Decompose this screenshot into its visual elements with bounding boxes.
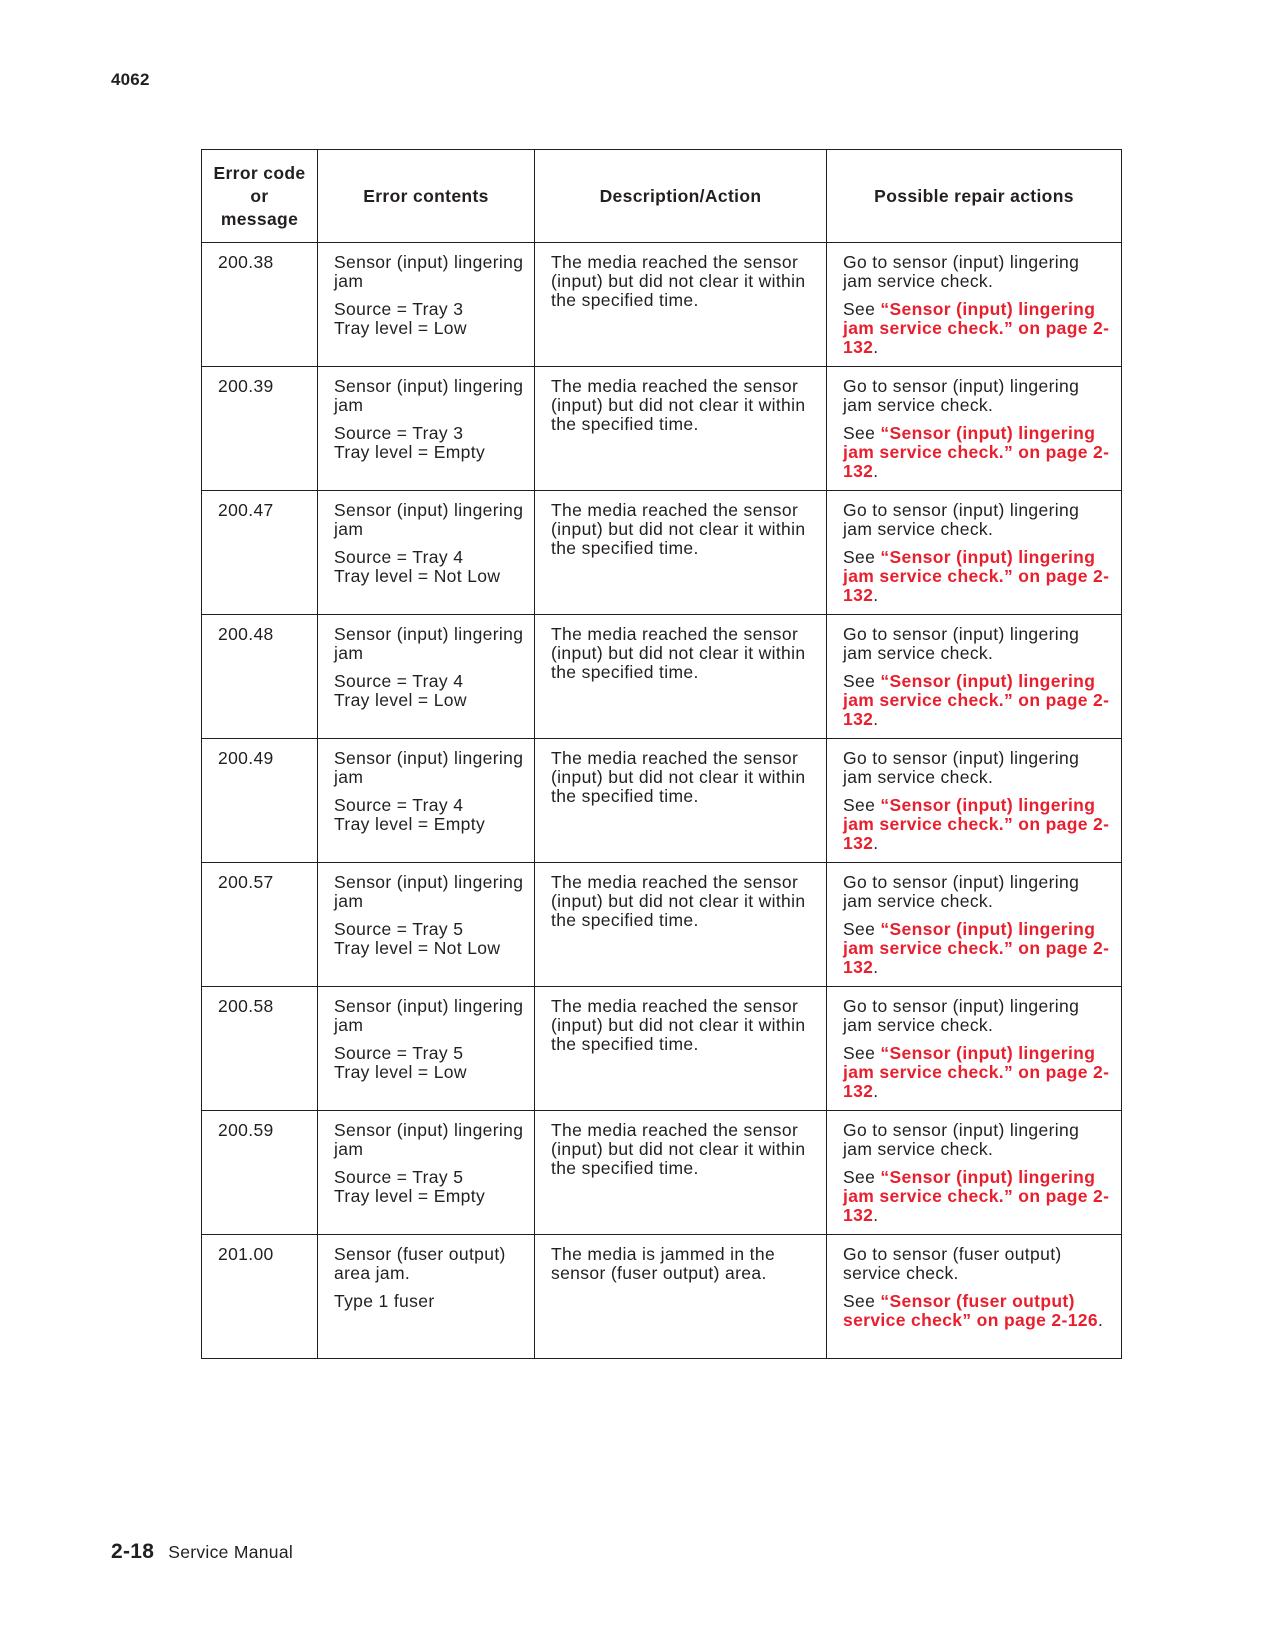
error-code-cell: 200.59 <box>202 1111 318 1235</box>
error-contents-line: Sensor (input) lingering jam <box>334 872 524 911</box>
repair-action-text: Go to sensor (input) lingering jam service check. <box>843 376 1080 415</box>
service-check-link[interactable]: “Sensor (input) lingering jam service check.” on page 2-132 <box>843 1043 1110 1101</box>
repair-action-text: Go to sensor (input) lingering jam service check. <box>843 624 1080 663</box>
repair-actions-cell <box>827 739 1122 863</box>
description-cell: The media reached the sensor (input) but did not clear it within the specified time. <box>535 243 827 367</box>
see-prefix: See <box>843 919 881 939</box>
description-cell: The media reached the sensor (input) but did not clear it within the specified time. <box>535 863 827 987</box>
error-contents-line: Sensor (input) lingering jam <box>334 376 524 415</box>
service-check-link[interactable]: “Sensor (input) lingering jam service check.” on page 2-132 <box>843 919 1110 977</box>
service-check-link[interactable]: “Sensor (input) lingering jam service check.” on page 2-132 <box>843 671 1110 729</box>
description-cell: The media reached the sensor (input) but did not clear it within the specified time. <box>535 1111 827 1235</box>
error-contents-line: Source = Tray 5 Tray level = Low <box>334 1043 467 1082</box>
see-suffix: . <box>873 585 879 605</box>
table-header-row <box>202 150 1122 243</box>
error-contents-cell <box>318 987 535 1111</box>
error-contents-line: Source = Tray 3 Tray level = Low <box>334 299 467 338</box>
see-prefix: See <box>843 1167 881 1187</box>
col-header-description: Description/Action <box>535 150 827 243</box>
error-code-cell: 200.47 <box>202 491 318 615</box>
repair-action-text: Go to sensor (input) lingering jam service check. <box>843 996 1080 1035</box>
table-row <box>202 367 1122 491</box>
see-prefix: See <box>843 1291 881 1311</box>
error-code-cell: 200.39 <box>202 367 318 491</box>
error-contents-line: Source = Tray 5 Tray level = Not Low <box>334 919 501 958</box>
table-row <box>202 739 1122 863</box>
error-code-cell: 200.49 <box>202 739 318 863</box>
error-contents-line: Sensor (input) lingering jam <box>334 500 524 539</box>
col-header-error-code: Error code or message <box>202 150 318 243</box>
see-reference <box>843 672 1111 729</box>
see-suffix: . <box>873 1205 879 1225</box>
see-prefix: See <box>843 671 881 691</box>
error-code-cell: 200.57 <box>202 863 318 987</box>
see-suffix: . <box>873 833 879 853</box>
repair-actions-cell <box>827 1111 1122 1235</box>
repair-action-text: Go to sensor (fuser output) service check. <box>843 1244 1062 1283</box>
error-contents-cell <box>318 243 535 367</box>
see-suffix: . <box>873 1081 879 1101</box>
model-number: 4062 <box>111 70 150 89</box>
repair-action-text: Go to sensor (input) lingering jam service check. <box>843 1120 1080 1159</box>
description-cell: The media reached the sensor (input) but did not clear it within the specified time. <box>535 739 827 863</box>
error-contents-line: Sensor (input) lingering jam <box>334 1120 524 1159</box>
repair-action-text: Go to sensor (input) lingering jam service check. <box>843 872 1080 911</box>
see-suffix: . <box>873 709 879 729</box>
repair-actions-cell <box>827 1235 1122 1359</box>
repair-action-text: Go to sensor (input) lingering jam service check. <box>843 252 1080 291</box>
service-check-link[interactable]: “Sensor (fuser output) service check” on page 2-126 <box>843 1291 1098 1330</box>
repair-actions-cell <box>827 367 1122 491</box>
error-contents-cell <box>318 615 535 739</box>
col-header-repair-actions: Possible repair actions <box>827 150 1122 243</box>
service-check-link[interactable]: “Sensor (input) lingering jam service check.” on page 2-132 <box>843 423 1110 481</box>
see-reference <box>843 300 1111 357</box>
error-code-cell: 201.00 <box>202 1235 318 1359</box>
error-contents-line: Source = Tray 5 Tray level = Empty <box>334 1167 486 1206</box>
description-cell: The media reached the sensor (input) but did not clear it within the specified time. <box>535 615 827 739</box>
error-contents-cell <box>318 1111 535 1235</box>
error-contents-cell <box>318 739 535 863</box>
see-reference <box>843 1292 1111 1330</box>
error-contents-line: Sensor (fuser output) area jam. <box>334 1244 506 1283</box>
service-check-link[interactable]: “Sensor (input) lingering jam service check.” on page 2-132 <box>843 547 1110 605</box>
manual-title: Service Manual <box>168 1542 294 1562</box>
description-cell: The media reached the sensor (input) but did not clear it within the specified time. <box>535 987 827 1111</box>
error-contents-line: Sensor (input) lingering jam <box>334 996 524 1035</box>
table-row <box>202 491 1122 615</box>
see-prefix: See <box>843 299 881 319</box>
see-reference <box>843 920 1111 977</box>
table-row <box>202 863 1122 987</box>
service-check-link[interactable]: “Sensor (input) lingering jam service check.” on page 2-132 <box>843 299 1110 357</box>
error-contents-cell <box>318 367 535 491</box>
see-reference <box>843 548 1111 605</box>
repair-actions-cell <box>827 987 1122 1111</box>
error-contents-line: Source = Tray 4 Tray level = Empty <box>334 795 486 834</box>
error-code-table <box>201 149 1122 1359</box>
see-prefix: See <box>843 423 881 443</box>
table-body <box>202 243 1122 1359</box>
repair-action-text: Go to sensor (input) lingering jam service check. <box>843 748 1080 787</box>
error-contents-line: Sensor (input) lingering jam <box>334 624 524 663</box>
see-prefix: See <box>843 547 881 567</box>
repair-actions-cell <box>827 491 1122 615</box>
service-check-link[interactable]: “Sensor (input) lingering jam service check.” on page 2-132 <box>843 795 1110 853</box>
error-contents-line: Source = Tray 4 Tray level = Low <box>334 671 467 710</box>
service-check-link[interactable]: “Sensor (input) lingering jam service check.” on page 2-132 <box>843 1167 1110 1225</box>
table-row <box>202 1111 1122 1235</box>
see-suffix: . <box>873 957 879 977</box>
repair-actions-cell <box>827 615 1122 739</box>
error-code-cell: 200.38 <box>202 243 318 367</box>
table-row <box>202 615 1122 739</box>
error-contents-cell <box>318 1235 535 1359</box>
error-contents-line: Source = Tray 4 Tray level = Not Low <box>334 547 501 586</box>
table-row <box>202 243 1122 367</box>
error-contents-line: Source = Tray 3 Tray level = Empty <box>334 423 486 462</box>
page-footer <box>111 1540 293 1564</box>
see-suffix: . <box>873 461 879 481</box>
see-reference <box>843 1168 1111 1225</box>
error-contents-cell <box>318 491 535 615</box>
see-reference <box>843 796 1111 853</box>
col-header-error-contents: Error contents <box>318 150 535 243</box>
repair-action-text: Go to sensor (input) lingering jam service check. <box>843 500 1080 539</box>
table-row <box>202 987 1122 1111</box>
description-cell: The media is jammed in the sensor (fuser output) area. <box>535 1235 827 1359</box>
error-code-cell: 200.58 <box>202 987 318 1111</box>
see-suffix: . <box>1097 1310 1104 1330</box>
repair-actions-cell <box>827 243 1122 367</box>
page-number: 2-18 <box>111 1540 155 1563</box>
error-code-cell: 200.48 <box>202 615 318 739</box>
table-row <box>202 1235 1122 1359</box>
see-prefix: See <box>843 1043 881 1063</box>
error-contents-line: Type 1 fuser <box>334 1291 435 1311</box>
error-contents-line: Sensor (input) lingering jam <box>334 748 524 787</box>
repair-actions-cell <box>827 863 1122 987</box>
error-contents-line: Sensor (input) lingering jam <box>334 252 524 291</box>
error-contents-cell <box>318 863 535 987</box>
description-cell: The media reached the sensor (input) but did not clear it within the specified time. <box>535 367 827 491</box>
see-reference <box>843 1044 1111 1101</box>
see-prefix: See <box>843 795 881 815</box>
description-cell: The media reached the sensor (input) but did not clear it within the specified time. <box>535 491 827 615</box>
see-suffix: . <box>873 337 879 357</box>
see-reference <box>843 424 1111 481</box>
